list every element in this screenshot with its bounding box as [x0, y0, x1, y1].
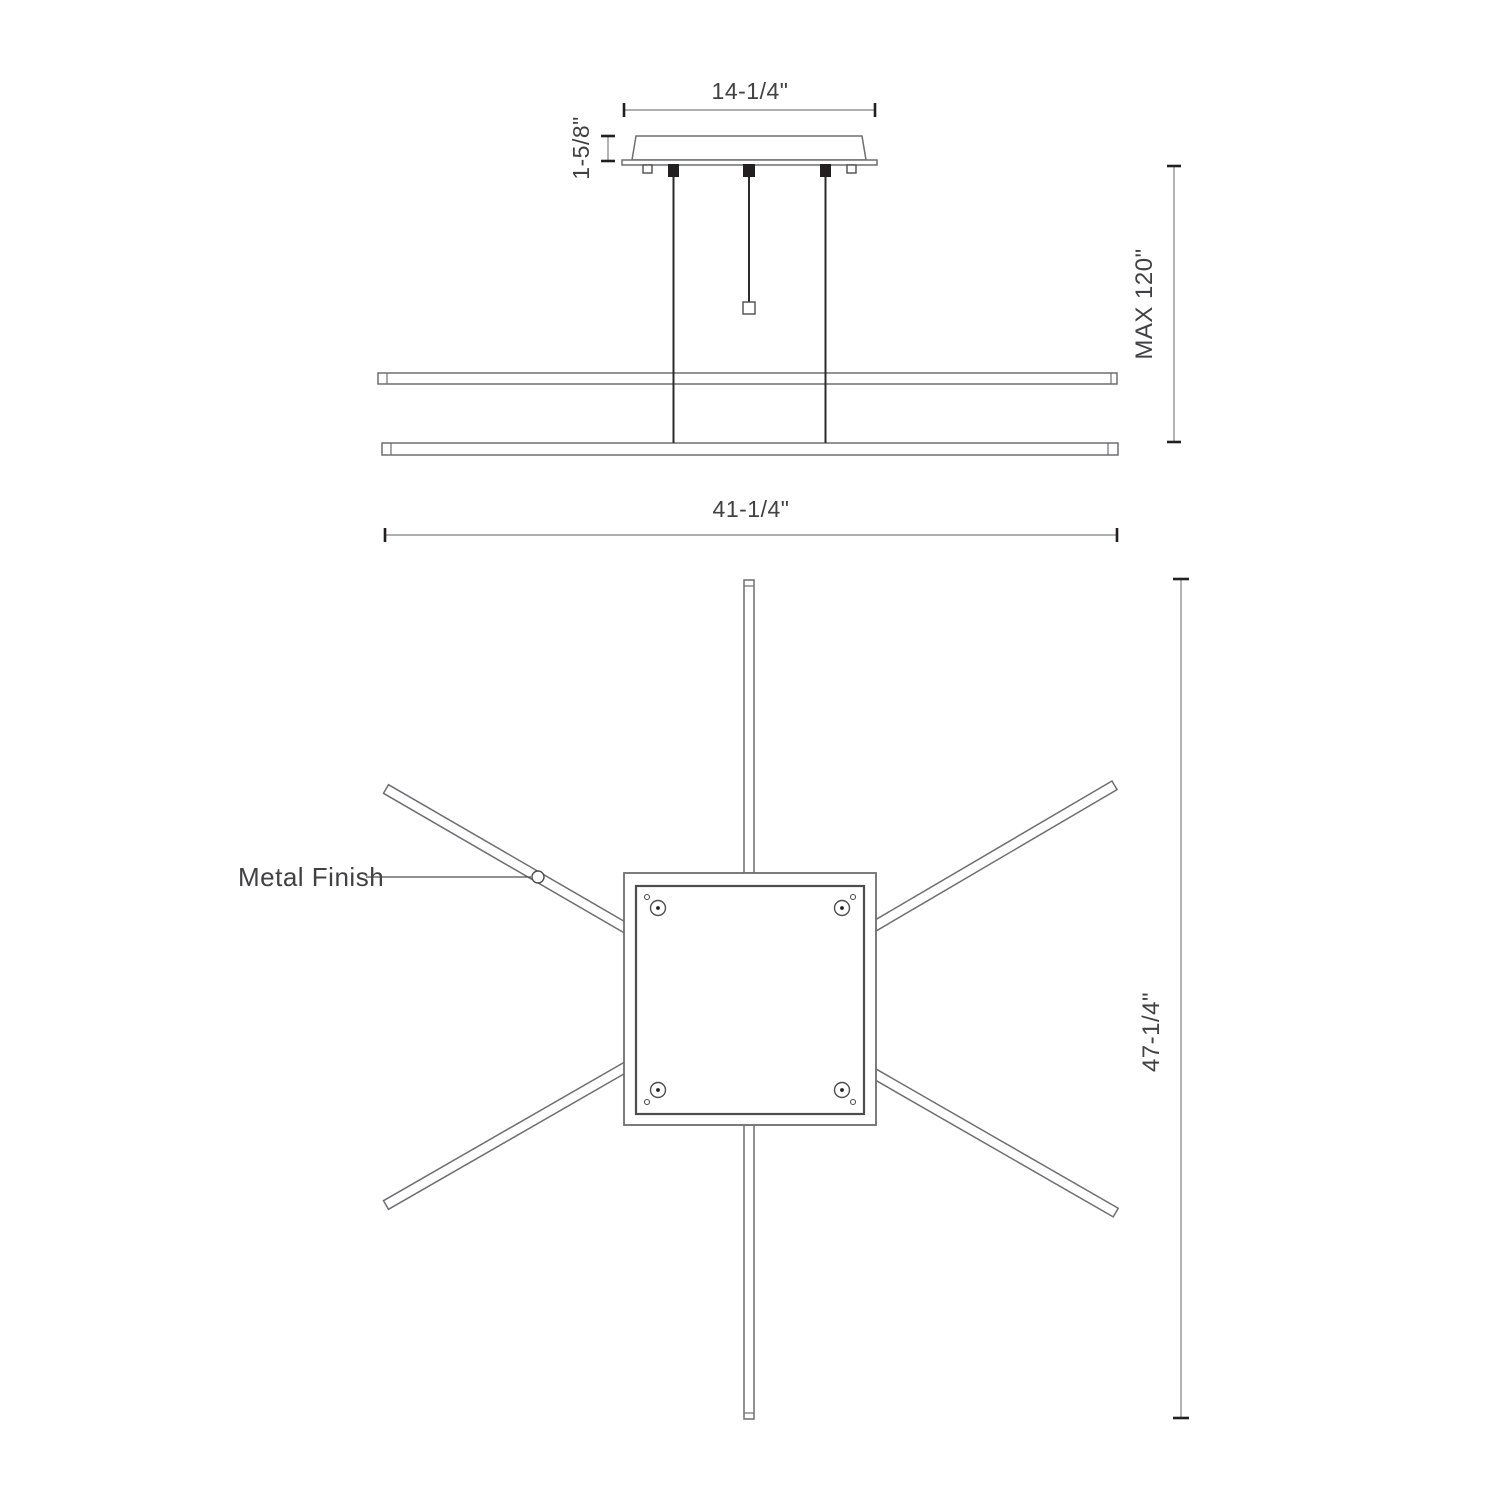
cable-gripper-right [820, 164, 831, 177]
power-cord-end [743, 302, 755, 314]
screw-center [656, 906, 660, 910]
canopy-screw-top-left [651, 901, 666, 916]
dimension-max-height [1131, 166, 1181, 442]
light-bars-side [378, 373, 1118, 455]
plan-bar-diagonal-upper-left [383, 785, 630, 934]
canopy-side [622, 136, 877, 177]
metal-finish-callout [238, 862, 544, 892]
canopy-screw-top-right [835, 901, 850, 916]
light-bar-lower [382, 443, 1118, 455]
canopy-plan [624, 873, 876, 1125]
cable-gripper-center [743, 164, 755, 177]
pinhole-bottom-right [851, 1100, 856, 1105]
pinhole-top-right [851, 895, 856, 900]
plan-bar-diagonal-upper-right [870, 781, 1117, 931]
plan-bar-vertical-top [744, 580, 754, 873]
plan-bar-vertical-bottom [744, 1125, 754, 1419]
metal-finish-label: Metal Finish [238, 862, 385, 892]
side-elevation-view [378, 78, 1181, 542]
plan-bar-diagonal-lower-left [384, 1061, 632, 1209]
dimension-fixture-width [385, 496, 1117, 542]
canopy-mount-screw-left [643, 165, 652, 173]
pinhole-top-left [645, 895, 650, 900]
metal-finish-marker [532, 871, 544, 883]
screw-center [840, 906, 844, 910]
fixture-width-value: 41-1/4" [712, 496, 790, 522]
canopy-width-value: 14-1/4" [711, 78, 789, 104]
screw-center [840, 1088, 844, 1092]
dimension-canopy-height [568, 116, 615, 180]
canopy-height-value: 1-5/8" [568, 116, 594, 180]
pinhole-bottom-left [645, 1100, 650, 1105]
canopy-plan-inner [636, 886, 864, 1114]
plan-view [238, 579, 1189, 1419]
canopy-screw-bottom-right [835, 1083, 850, 1098]
plan-bar-diagonal-lower-right [871, 1069, 1119, 1217]
canopy-body [632, 136, 866, 160]
canopy-mount-screw-right [847, 165, 856, 173]
light-bar-upper [378, 373, 1117, 384]
screw-center [656, 1088, 660, 1092]
suspension-cables [674, 177, 826, 443]
canopy-screw-bottom-left [651, 1083, 666, 1098]
dimension-fixture-length [1138, 579, 1189, 1418]
max-height-value: MAX 120" [1131, 248, 1158, 360]
cable-gripper-left [668, 164, 679, 177]
fixture-length-value: 47-1/4" [1138, 991, 1165, 1073]
dimension-canopy-width [624, 78, 875, 117]
